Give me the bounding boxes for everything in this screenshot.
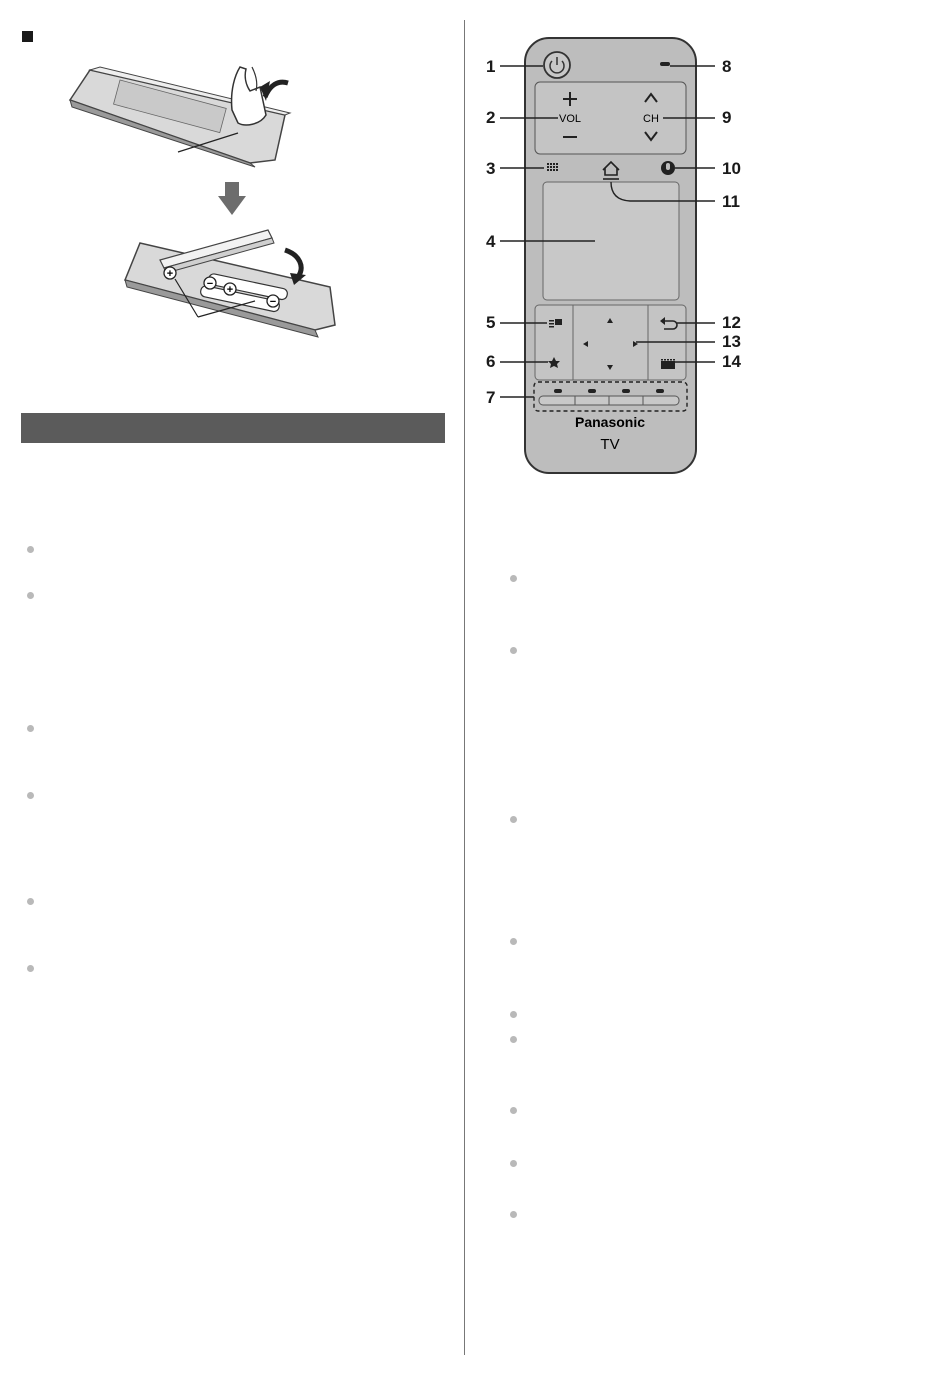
bullet-point — [510, 1211, 517, 1218]
bullet-point — [27, 965, 34, 972]
brand-logo: Panasonic — [574, 414, 646, 430]
power-button — [544, 52, 570, 78]
callout-11: 11 — [722, 192, 740, 211]
bullet-point — [510, 816, 517, 823]
callout-5: 5 — [486, 313, 496, 332]
bullet-point — [510, 1011, 517, 1018]
callout-9: 9 — [722, 108, 732, 127]
callout-13: 13 — [722, 332, 741, 351]
bullet-point — [27, 792, 34, 799]
bullet-point — [27, 898, 34, 905]
callout-7: 7 — [486, 388, 496, 407]
vol-label: VOL — [558, 113, 582, 125]
column-divider — [464, 20, 465, 1355]
svg-text:−: − — [269, 296, 277, 308]
bullet-point — [510, 575, 517, 582]
remote-control-diagram — [470, 30, 770, 485]
callout-6: 6 — [486, 352, 496, 371]
callout-1: 1 — [486, 57, 496, 76]
svg-text:−: − — [206, 278, 214, 290]
svg-text:+: + — [226, 284, 234, 296]
callout-4: 4 — [486, 232, 496, 251]
microphone-icon — [661, 161, 675, 175]
bullet-point — [510, 1160, 517, 1167]
battery-installation-figure — [60, 55, 360, 345]
model-label: TV — [600, 436, 620, 453]
indicator-led — [660, 62, 670, 66]
callout-8: 8 — [722, 57, 732, 76]
bullet-point — [510, 1107, 517, 1114]
bullet-point — [27, 592, 34, 599]
bullet-point — [27, 725, 34, 732]
bullet-point — [27, 546, 34, 553]
svg-text:+: + — [166, 268, 174, 280]
callout-12: 12 — [722, 313, 741, 332]
callout-2: 2 — [486, 108, 496, 127]
bullet-point — [510, 647, 517, 654]
remote-open-illustration — [125, 230, 335, 337]
remote-closed-illustration — [70, 67, 290, 167]
callout-14: 14 — [722, 352, 741, 371]
section-heading-bar — [21, 413, 445, 443]
bullet-point — [510, 1036, 517, 1043]
callout-3: 3 — [486, 159, 496, 178]
bullet-point — [510, 938, 517, 945]
ch-label: CH — [643, 113, 659, 125]
callout-10: 10 — [722, 159, 741, 178]
step-down-arrow — [218, 182, 246, 215]
section-square-marker — [22, 31, 33, 42]
